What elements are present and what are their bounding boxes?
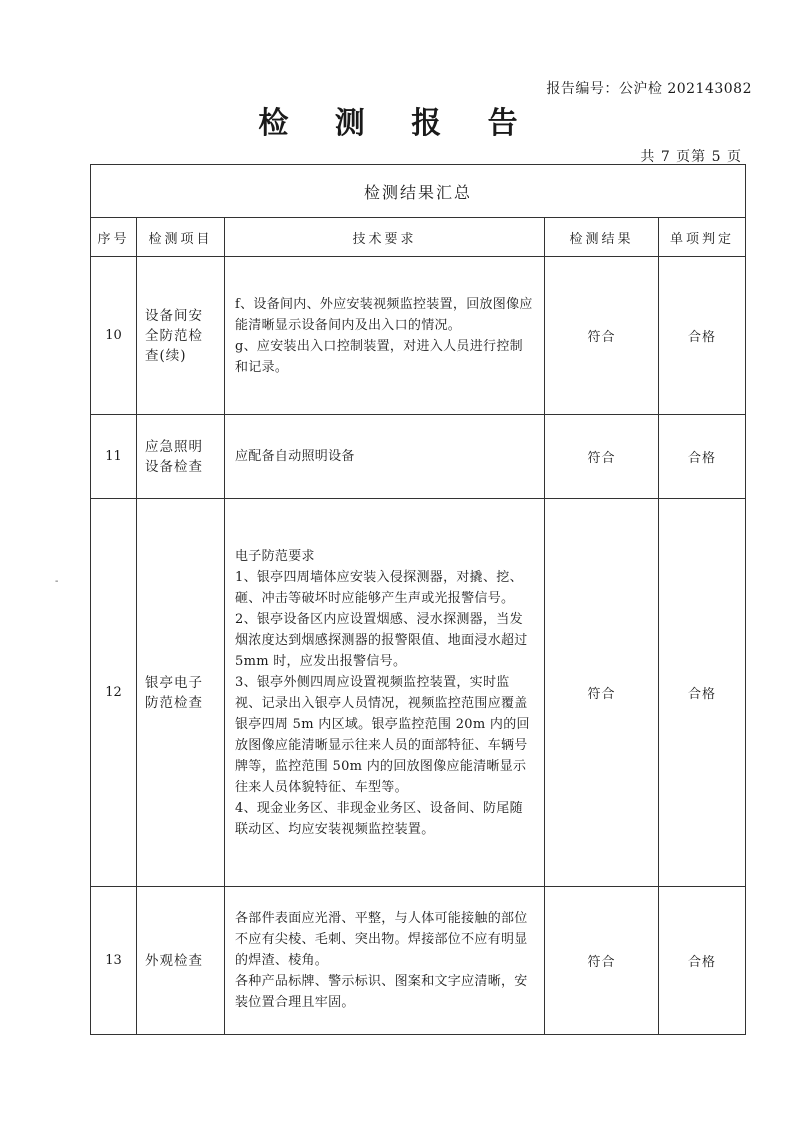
- requirement-text: [225, 415, 545, 499]
- row-number: 13: [91, 887, 137, 1035]
- col-header-no: 序号: [91, 218, 137, 257]
- table-row: [91, 887, 746, 1035]
- inspection-item: 设备间安全防范检查(续): [137, 257, 225, 415]
- col-header-verdict: 单项判定: [659, 218, 746, 257]
- page-title: 检 测 报 告: [258, 106, 536, 141]
- results-table: [90, 164, 746, 1035]
- col-header-result: 检测结果: [545, 218, 659, 257]
- verdict: 合格: [659, 887, 746, 1035]
- verdict: 合格: [659, 257, 746, 415]
- row-number: 11: [91, 415, 137, 499]
- verdict: 合格: [659, 415, 746, 499]
- inspection-item: 应急照明设备检查: [137, 415, 225, 499]
- col-header-item: 检测项目: [137, 218, 225, 257]
- table-row: [91, 499, 746, 887]
- inspection-item: 银亭电子防范检查: [137, 499, 225, 887]
- table-row: [91, 257, 746, 415]
- requirement-line: 4、现金业务区、非现金业务区、设备间、防尾随联动区、均应安装视频监控装置。: [235, 800, 523, 837]
- requirement-line: 应配备自动照明设备: [235, 449, 355, 464]
- requirement-line: 1、银亭四周墙体应安装入侵探测器，对撬、挖、砸、冲击等破坏时应能够产生声或光报警信号。: [235, 569, 523, 606]
- requirement-line: 电子防范要求: [235, 548, 315, 564]
- requirement-line: f、设备间内、外应安装视频监控装置，回放图像应能清晰显示设备间内及出入口的情况。: [235, 296, 533, 333]
- requirement-line: 各部件表面应光滑、平整，与人体可能接触的部位不应有尖棱、毛刺、突出物。焊接部位不应有明显的焊渣、棱角。: [235, 911, 528, 968]
- test-result: 符合: [545, 499, 659, 887]
- summary-title: 检测结果汇总: [91, 165, 746, 218]
- verdict: 合格: [659, 499, 746, 887]
- test-result: 符合: [545, 415, 659, 499]
- requirement-line: 3、银亭外侧四周应设置视频监控装置，实时监视、记录出入银亭人员情况，视频监控范围应覆盖银亭四周 5m 内区域。银亭监控范围 20m 内的回放图像应能清晰显示往来人员的面部特征、车辆号牌等，监控范围 50m 内的回放图像应能清晰显示往来人员体貌特征、车型等。: [235, 674, 530, 795]
- col-header-requirement: 技术要求: [225, 218, 545, 257]
- page-count: 共 7 页第 5 页: [640, 149, 742, 165]
- requirement-text: [225, 887, 545, 1035]
- table-header-row: [91, 218, 746, 257]
- requirement-line: 2、银亭设备区内应设置烟感、浸水探测器，当发烟浓度达到烟感探测器的报警限值、地面浸水超过 5mm 时，应发出报警信号。: [235, 611, 528, 669]
- requirement-line: g、应安装出入口控制装置，对进入人员进行控制和记录。: [235, 338, 523, 375]
- test-result: 符合: [545, 257, 659, 415]
- table-row: [91, 415, 746, 499]
- requirement-line: 各种产品标牌、警示标识、图案和文字应清晰，安装位置合理且牢固。: [235, 974, 528, 1010]
- report-number: 报告编号：公沪检 202143082: [546, 81, 752, 97]
- test-result: 符合: [545, 887, 659, 1035]
- row-number: 12: [91, 499, 137, 887]
- inspection-item: 外观检查: [137, 887, 225, 1035]
- row-number: 10: [91, 257, 137, 415]
- margin-mark: -: [55, 576, 59, 587]
- requirement-text: [225, 499, 545, 887]
- requirement-text: [225, 257, 545, 415]
